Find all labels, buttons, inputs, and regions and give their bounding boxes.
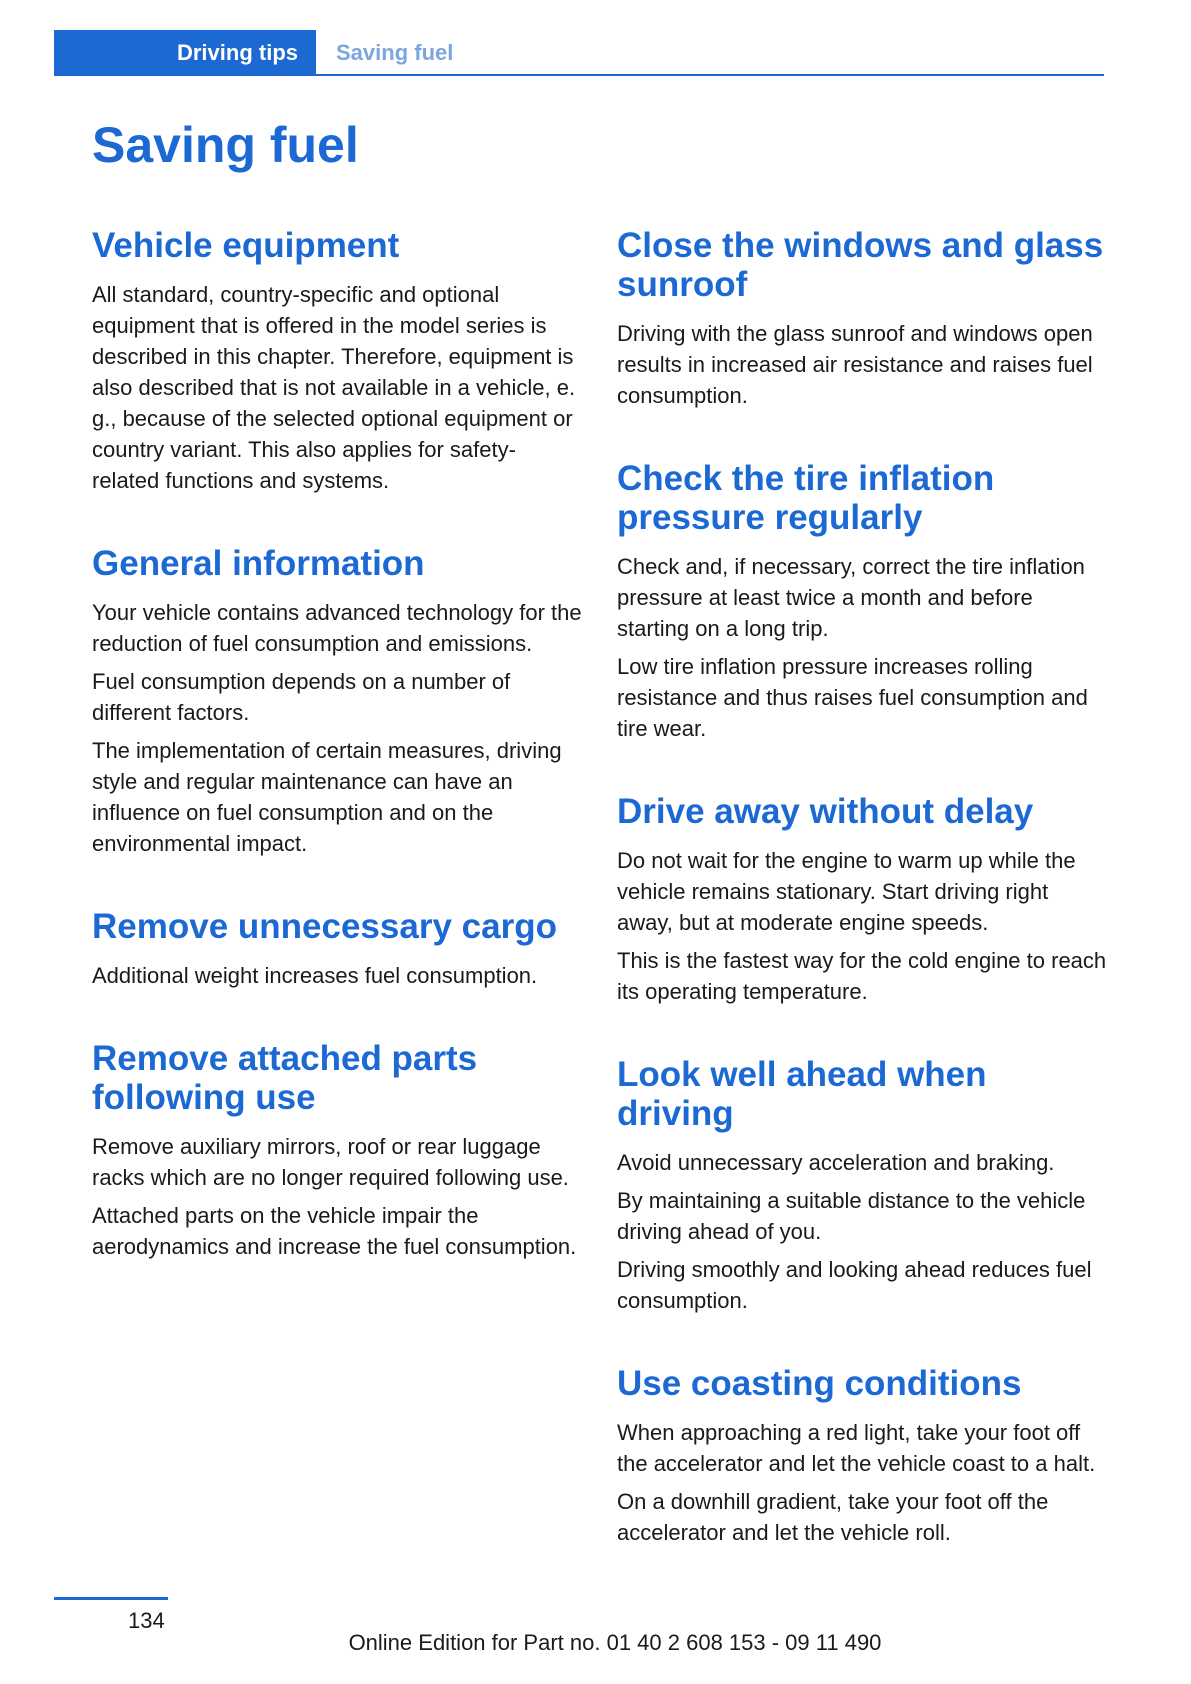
section-vehicle-equipment — [92, 226, 582, 496]
paragraph: This is the fastest way for the cold engine to reach its operating temperature. — [617, 948, 1107, 1004]
section-heading: Close the windows and glass sunroof — [617, 226, 1104, 304]
section-heading: Use coasting conditions — [617, 1364, 1022, 1403]
page-number: 134 — [128, 1608, 165, 1633]
paragraph: Driving with the glass sunroof and windows open results in increased air resistance and raises fuel consumption. — [617, 321, 1093, 408]
section-heading: Remove unnecessary cargo — [92, 907, 557, 946]
paragraph: Additional weight increases fuel consumption. — [92, 963, 538, 988]
footer-rule — [54, 1597, 168, 1600]
paragraph: Low tire inflation pressure increases rolling resistance and thus raises fuel consumption and tire wear. — [617, 654, 1088, 741]
section-heading: Look well ahead when driving — [617, 1055, 987, 1133]
paragraph: When approaching a red light, take your foot off the accelerator and let the vehicle coast to a halt. — [617, 1420, 1096, 1476]
section-heading: General information — [92, 544, 425, 583]
paragraph: Check and, if necessary, correct the tire inflation pressure at least twice a month and before starting on a long trip. — [617, 554, 1085, 641]
section-remove-attached-parts — [92, 1039, 582, 1262]
paragraph: Remove auxiliary mirrors, roof or rear luggage racks which are no longer required following use. — [92, 1134, 569, 1190]
section-remove-unnecessary-cargo — [92, 907, 582, 991]
section-close-windows — [617, 226, 1107, 411]
section-look-ahead — [617, 1055, 1107, 1316]
edition-note: Online Edition for Part no. 01 40 2 608 153 - 09 11 490 — [348, 1630, 882, 1655]
section-tab: Driving tips — [54, 30, 316, 76]
paragraph: By maintaining a suitable distance to the vehicle driving ahead of you. — [617, 1188, 1086, 1244]
paragraph: Attached parts on the vehicle impair the aerodynamics and increase the fuel consumption. — [92, 1203, 577, 1259]
page-title: Saving fuel — [92, 117, 359, 173]
right-column — [617, 226, 1107, 1555]
left-column — [92, 226, 582, 1269]
paragraph: Your vehicle contains advanced technology for the reduction of fuel consumption and emissions. — [92, 600, 582, 656]
page-header — [54, 30, 1104, 76]
section-heading: Vehicle equipment — [92, 226, 400, 265]
paragraph: Fuel consumption depends on a number of different factors. — [92, 669, 511, 725]
paragraph: The implementation of certain measures, driving style and regular maintenance can have an influence on fuel consumption and on the environmental impact. — [92, 738, 562, 856]
paragraph: Driving smoothly and looking ahead reduces fuel consumption. — [617, 1257, 1092, 1313]
section-coasting — [617, 1364, 1107, 1548]
section-heading: Check the tire inflation pressure regularly — [617, 459, 995, 537]
section-check-tire-pressure — [617, 459, 1107, 744]
paragraph: Do not wait for the engine to warm up while the vehicle remains stationary. Start driving right away, but at moderate engine speeds. — [617, 848, 1076, 935]
paragraph: Avoid unnecessary acceleration and braking. — [617, 1150, 1055, 1175]
section-drive-away — [617, 792, 1107, 1007]
section-general-information — [92, 544, 582, 859]
paragraph: On a downhill gradient, take your foot off the accelerator and let the vehicle roll. — [617, 1489, 1049, 1545]
paragraph: All standard, country-specific and optional equipment that is offered in the model series is described in this chapter. Therefore, equipment is also described that is not available in a vehicle, e. g., because of the selected optional equipment or country variant. This also applies for safety-related functions and systems. — [92, 282, 576, 493]
section-heading: Remove attached parts following use — [92, 1039, 478, 1117]
header-rule — [316, 74, 1104, 76]
section-heading: Drive away without delay — [617, 792, 1034, 831]
subsection-tab: Saving fuel — [336, 40, 454, 65]
